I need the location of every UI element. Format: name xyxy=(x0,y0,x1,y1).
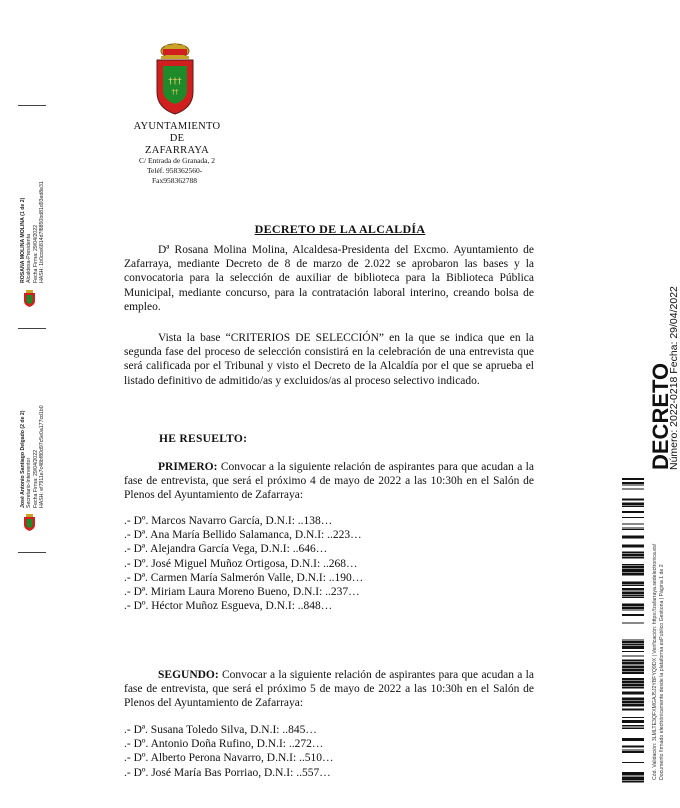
signature-1-text: ROSANA MOLINA MOLINA (1 de 2) Alcaldesa-Presidenta Fecha Firma: 29/04/2022 HASH: 1b0cce6814d7f8850bd81d93ed8e31 xyxy=(20,181,46,283)
list-item: .- Dº. Alberto Perona Navarro, D.N.I: ..510… xyxy=(124,752,334,765)
verification-text: Cód. Validación: 3LMLTE3QFXMGAJ5J2YBFYQ9DX | Verificación: https://zafarraya.sedelectronica.es/ Documento firmado electrónicamente desde la plataforma esPublico Gestiona | Página 1 de 2 xyxy=(652,543,665,780)
document-number-date: Número: 2022-0218 Fecha: 29/04/2022 xyxy=(668,286,680,470)
paragraph-second: SEGUNDO: Convocar a la siguiente relación de aspirantes para que acudan a la fase de entrevista, que será el próximo 5 de mayo de 2022 a las 10:30h en el Salón de Plenos del Ayuntamiento de Zafarraya: xyxy=(124,669,534,710)
list-item: .- Dº. Antonio Doña Rufino, D.N.I: ..272… xyxy=(124,738,324,751)
signature-2-text: José Antonio Santiago Delgado (2 de 2) Secretario-Interventor Fecha Firma: 29/04/2022 HASH: ef7911e7c48bf80d97c5e0a177cd1b0 xyxy=(20,405,46,508)
paragraph-first: PRIMERO: Convocar a la siguiente relación de aspirantes para que acudan a la fase de entrevista, que será el próximo 4 de mayo de 2022 a las 10:30h en el Salón de Plenos del Ayuntamiento de Zafarraya: xyxy=(124,461,534,502)
fax-line: Fax958362788 xyxy=(152,176,197,185)
first-candidates-list xyxy=(124,514,363,613)
list-item: .- Dª. Carmen María Salmerón Valle, D.N.I: ..190… xyxy=(124,571,364,584)
document-title: DECRETO DE LA ALCALDÍA xyxy=(254,222,426,236)
municipality-name: AYUNTAMIENTO DE ZAFARRAYA xyxy=(133,121,221,156)
address-line: C/ Entrada de Granada, 2 xyxy=(139,156,216,165)
list-item: .- Dª. Alejandra García Vega, D.N.I: ..646… xyxy=(124,543,328,556)
list-item: .- Dª. Susana Toledo Silva, D.N.I: ..845… xyxy=(124,724,317,736)
list-item: .- Dº. José María Bas Porriao, D.N.I: ..557… xyxy=(124,766,331,779)
phone-line: Teléf. 958362560- xyxy=(147,166,203,175)
signature-divider xyxy=(18,328,46,329)
barcode-icon xyxy=(622,478,644,784)
list-item: .- Dº. José Miguel Muñoz Ortigosa, D.N.I: ..268… xyxy=(124,557,358,570)
resolved-heading: HE RESUELTO: xyxy=(159,433,248,445)
svg-text:††: †† xyxy=(171,88,179,96)
paragraph-intro: Dª Rosana Molina Molina, Alcaldesa-Presidenta del Excmo. Ayuntamiento de Zafarraya, mediante Decreto de 8 de marzo de 2.022 se aprobaron las bases y la convocatoria para la selección de auxiliar de biblioteca para la Biblioteca Pública Municipal, mediante concurso, para la contratación laboral interino, creando bolsa de empleo. xyxy=(124,244,534,313)
list-item: .- Dº. Héctor Muñoz Esgueva, D.N.I: ..848… xyxy=(124,600,333,613)
list-item: .- Dª. Miriam Laura Moreno Bueno, D.N.I: ..237… xyxy=(124,586,360,599)
paragraph-criteria: Vista la base “CRITERIOS DE SELECCIÓN” en la que se indica que en la segunda fase del proceso de selección consistirá en la celebración de una entrevista que será calificada por el Tribunal y visto el Decreto de la Alcaldía por el que se aprueba el listado definitivo de admitido/as y excluidos/as al proceso selectivo indicado. xyxy=(124,332,534,387)
list-item: .- Dº. Marcos Navarro García, D.N.I: ..138… xyxy=(124,515,333,527)
list-item: .- Dª. Ana María Bellido Salamanca, D.N.I: ..223… xyxy=(124,529,362,542)
municipality-address xyxy=(139,156,215,186)
signature-divider xyxy=(18,552,46,553)
svg-text:†††: ††† xyxy=(168,77,182,87)
second-candidates-list xyxy=(124,723,334,780)
signature-2-crest-icon xyxy=(24,514,35,531)
signature-1-crest-icon xyxy=(24,290,35,307)
document-type-label: DECRETO xyxy=(648,362,673,470)
municipal-crest-icon xyxy=(153,42,197,116)
